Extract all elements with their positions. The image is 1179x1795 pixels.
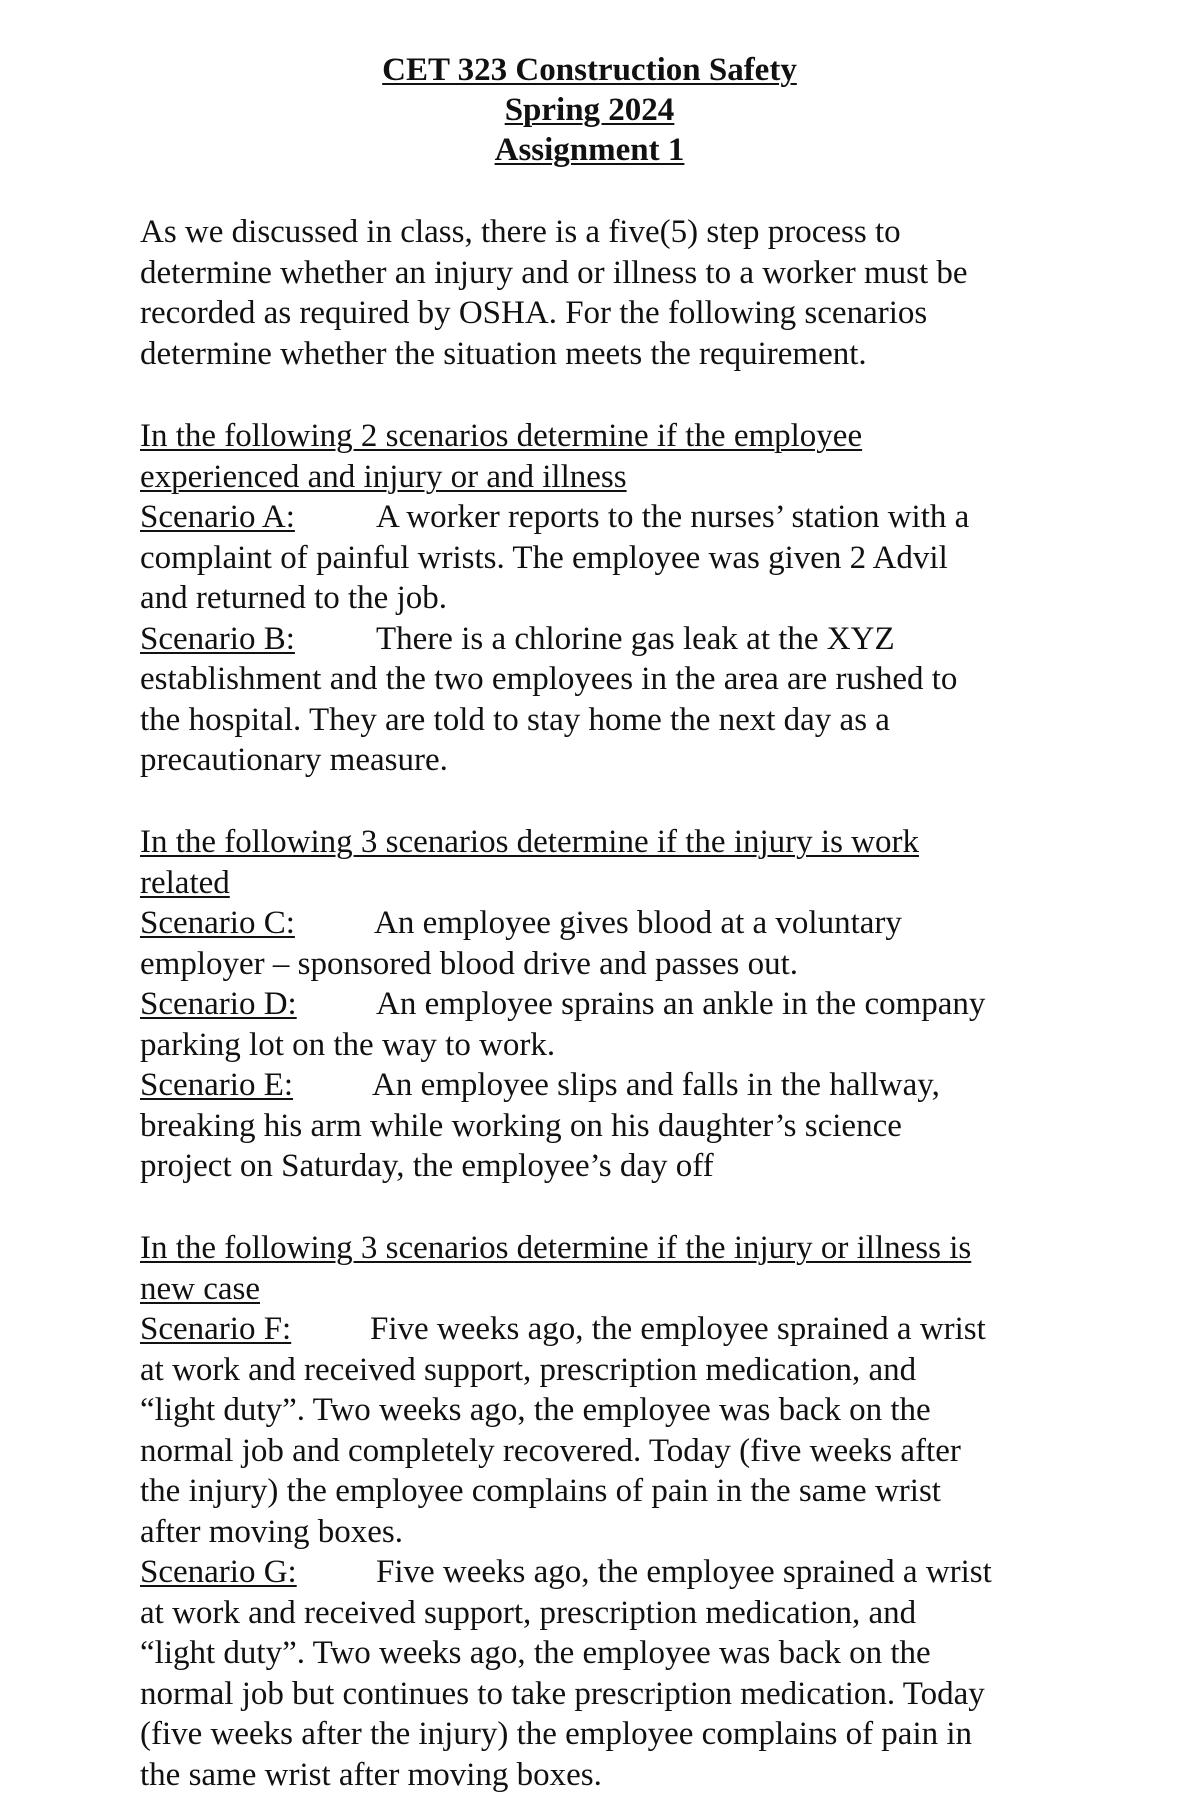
section-heading: In the following 3 scenarios determine if the injury is work: [140, 822, 1060, 863]
scenario-d: [140, 984, 1060, 1025]
scenario-text-line: normal job and completely recovered. Today (five weeks after: [140, 1431, 1060, 1472]
scenario-b: [140, 619, 1060, 660]
section-heading: In the following 2 scenarios determine if the employee: [140, 416, 1060, 457]
scenario-text-line: after moving boxes.: [140, 1512, 1060, 1553]
scenario-label: Scenario G:: [140, 1552, 376, 1593]
scenario-text: A worker reports to the nurses’ station with a: [376, 499, 969, 535]
term-title: Spring 2024: [0, 90, 1179, 130]
assignment-title: Assignment 1: [0, 130, 1179, 170]
course-title: CET 323 Construction Safety: [0, 50, 1179, 90]
scenario-text-line: employer – sponsored blood drive and passes out.: [140, 944, 1060, 985]
scenario-text: An employee gives blood at a voluntary: [374, 905, 902, 941]
scenario-label: Scenario A:: [140, 497, 376, 538]
scenario-text-line: at work and received support, prescription medication, and: [140, 1593, 1060, 1634]
scenario-text-line: and returned to the job.: [140, 578, 1060, 619]
intro-line: As we discussed in class, there is a five(5) step process to: [140, 212, 1060, 253]
scenario-text-line: at work and received support, prescription medication, and: [140, 1350, 1060, 1391]
scenario-label: Scenario F:: [140, 1309, 370, 1350]
scenario-text-line: precautionary measure.: [140, 740, 1060, 781]
scenario-f: [140, 1309, 1060, 1350]
scenario-text-line: project on Saturday, the employee’s day off: [140, 1146, 1060, 1187]
scenario-text: An employee sprains an ankle in the company: [376, 986, 985, 1022]
scenario-label: Scenario D:: [140, 984, 376, 1025]
scenario-text-line: normal job but continues to take prescription medication. Today: [140, 1674, 1060, 1715]
intro-line: determine whether an injury and or illness to a worker must be: [140, 253, 1060, 294]
scenario-text-line: “light duty”. Two weeks ago, the employee was back on the: [140, 1633, 1060, 1674]
scenario-text: Five weeks ago, the employee sprained a wrist: [370, 1311, 986, 1347]
scenario-text-line: the injury) the employee complains of pain in the same wrist: [140, 1471, 1060, 1512]
scenario-text-line: the same wrist after moving boxes.: [140, 1755, 1060, 1795]
scenario-c: [140, 903, 1060, 944]
scenario-a: [140, 497, 1060, 538]
scenario-text-line: “light duty”. Two weeks ago, the employee was back on the: [140, 1390, 1060, 1431]
scenario-text: An employee slips and falls in the hallway,: [372, 1067, 940, 1103]
section-heading: new case: [140, 1269, 1060, 1310]
scenario-text-line: the hospital. They are told to stay home the next day as a: [140, 700, 1060, 741]
scenario-text-line: parking lot on the way to work.: [140, 1025, 1060, 1066]
section-new-case: [140, 1228, 1060, 1795]
section-heading: experienced and injury or and illness: [140, 457, 1060, 498]
section-work-related: [140, 822, 1060, 1187]
section-injury-or-illness: [140, 416, 1060, 781]
intro-line: recorded as required by OSHA. For the following scenarios: [140, 293, 1060, 334]
intro-line: determine whether the situation meets the requirement.: [140, 334, 1060, 375]
scenario-text: There is a chlorine gas leak at the XYZ: [376, 621, 895, 657]
scenario-text: Five weeks ago, the employee sprained a wrist: [376, 1554, 992, 1590]
scenario-text-line: complaint of painful wrists. The employee was given 2 Advil: [140, 538, 1060, 579]
intro-paragraph: [140, 212, 1060, 374]
section-heading: related: [140, 863, 1060, 904]
scenario-text-line: establishment and the two employees in the area are rushed to: [140, 659, 1060, 700]
scenario-e: [140, 1065, 1060, 1106]
scenario-label: Scenario C:: [140, 903, 374, 944]
section-heading: In the following 3 scenarios determine if the injury or illness is: [140, 1228, 1060, 1269]
scenario-text-line: (five weeks after the injury) the employee complains of pain in: [140, 1714, 1060, 1755]
scenario-text-line: breaking his arm while working on his daughter’s science: [140, 1106, 1060, 1147]
scenario-label: Scenario B:: [140, 619, 376, 660]
scenario-g: [140, 1552, 1060, 1593]
scenario-label: Scenario E:: [140, 1065, 372, 1106]
